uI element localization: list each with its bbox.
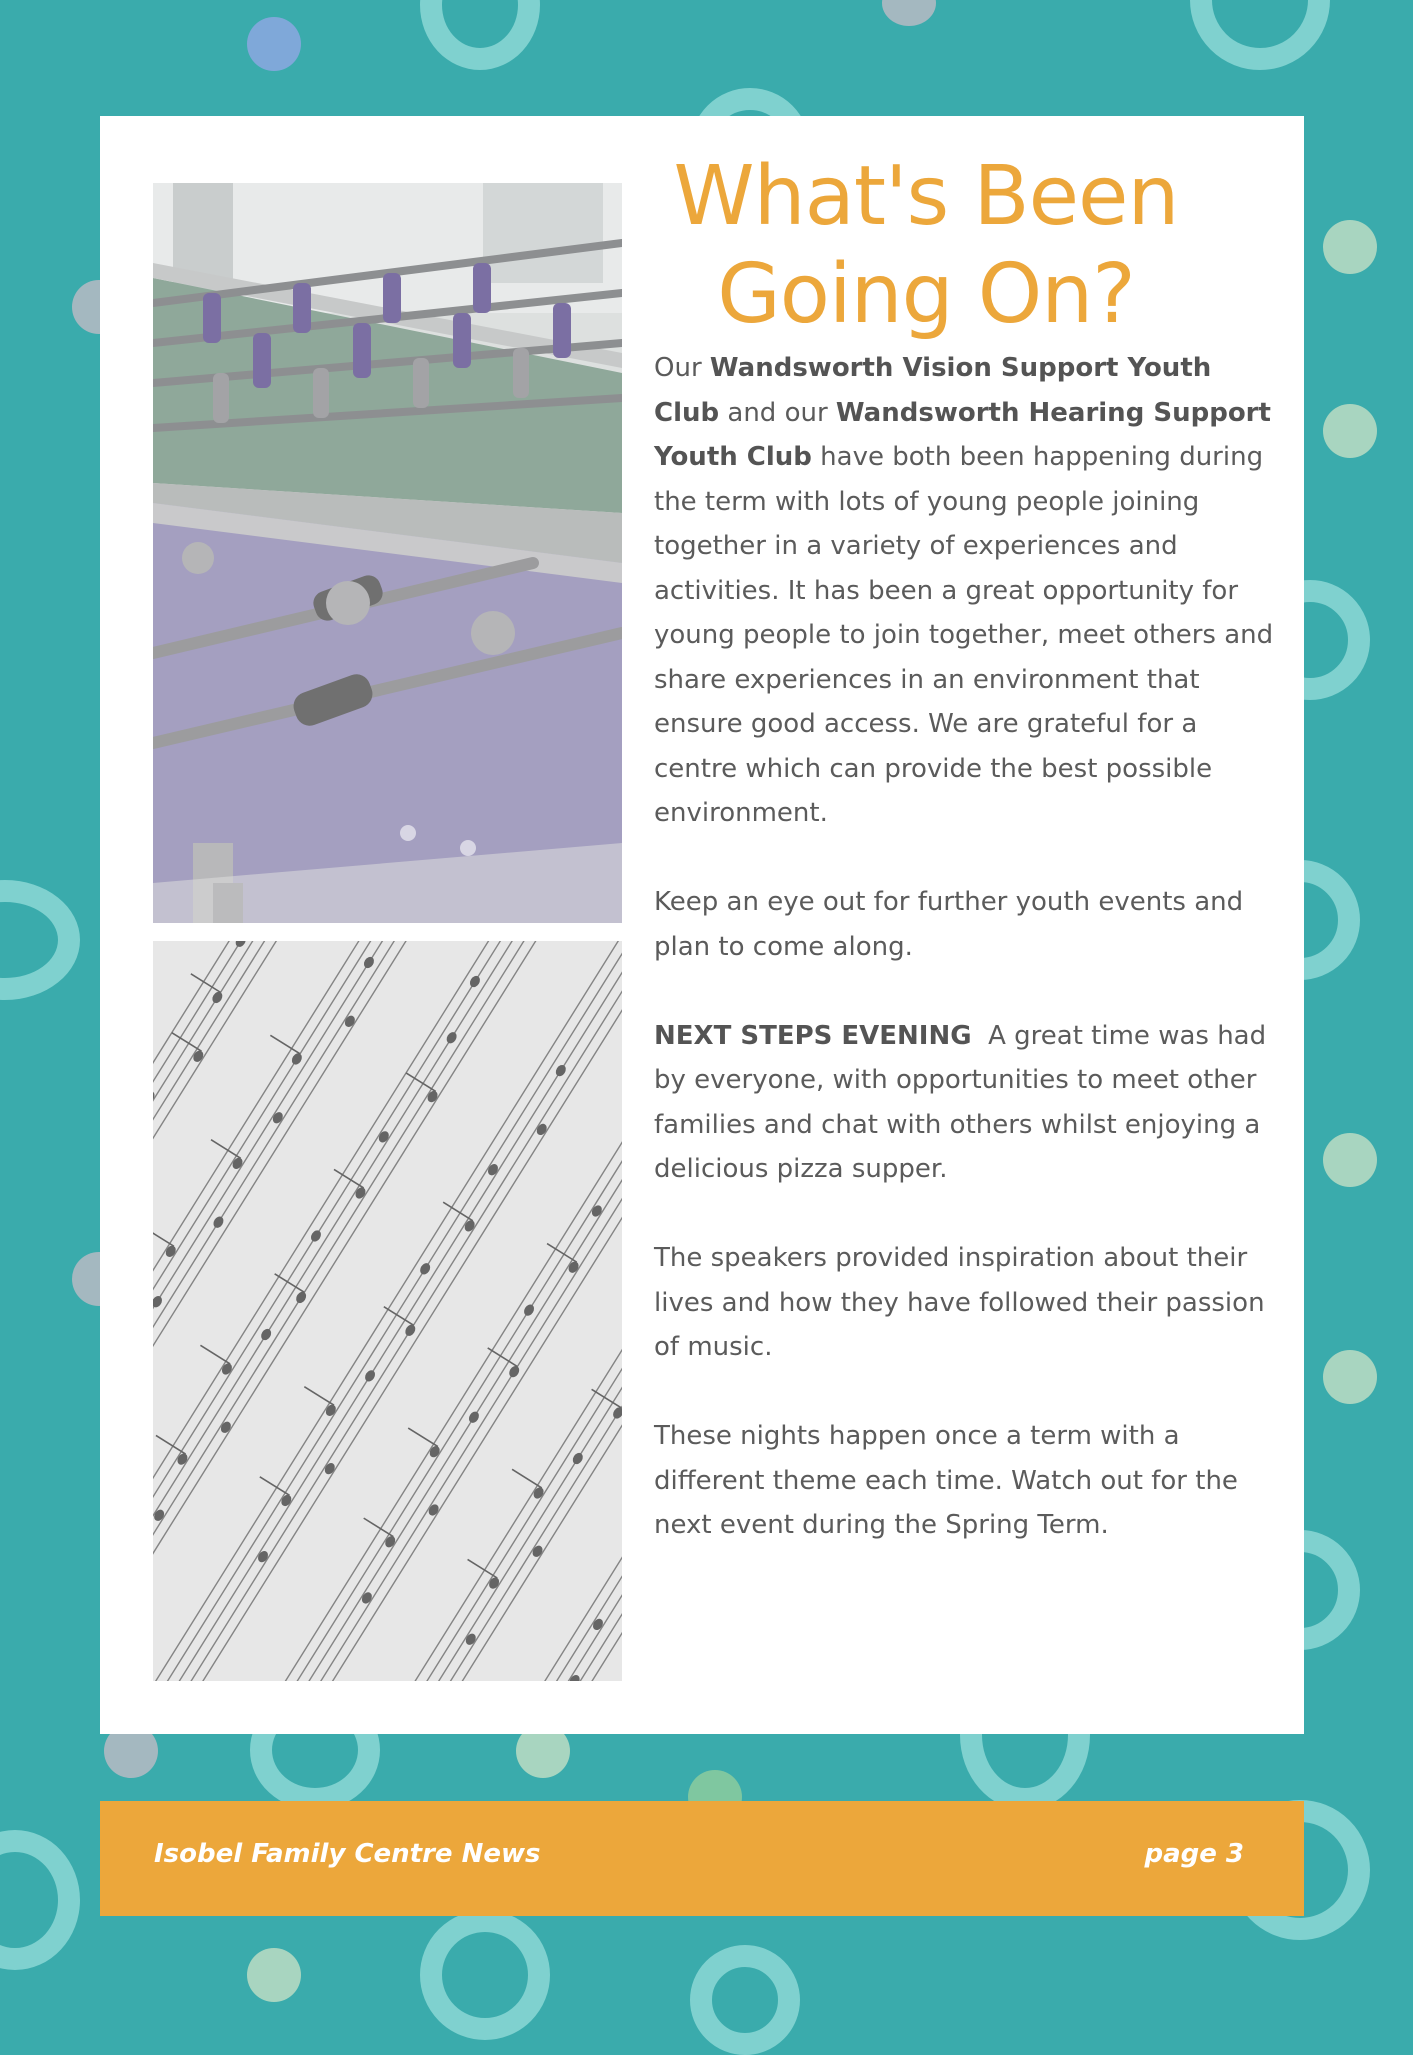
decor-arc bbox=[1190, 0, 1330, 70]
foosball-photo bbox=[153, 183, 622, 923]
text-run: have both been happening during the term with lots of young people joining together in a variety of experiences and activities. It has been a great opportunity for young people to join together, meet others and share experiences in an environment that ensure good access. We are grateful for a centre which can provide the best possible environment. bbox=[654, 442, 1274, 828]
footer-bar bbox=[100, 1801, 1304, 1916]
article-card bbox=[100, 116, 1304, 1734]
decor-arc bbox=[0, 1830, 80, 1970]
article-title-line-2: Going On? bbox=[717, 247, 1135, 342]
decor-dot bbox=[1323, 404, 1377, 458]
foosball-image bbox=[153, 183, 622, 923]
decor-dot bbox=[247, 17, 301, 71]
decor-dot bbox=[247, 1948, 301, 2002]
article-body bbox=[654, 346, 1284, 1592]
page-number: page 3 bbox=[1144, 1839, 1244, 1869]
sheet-music-photo bbox=[153, 941, 622, 1681]
hearing-youth-club-name: Wandsworth Hearing Support Youth Club bbox=[654, 397, 1271, 472]
decor-arc bbox=[690, 1945, 800, 2055]
sheet-music-image bbox=[153, 941, 622, 1681]
paragraph-next-steps bbox=[654, 1014, 1284, 1192]
newsletter-name: Isobel Family Centre News bbox=[154, 1839, 541, 1869]
decor-arc bbox=[420, 1910, 550, 2040]
decor-dot bbox=[882, 0, 936, 26]
paragraph-these-nights: These nights happen once a term with a different theme each time. Watch out for the next event during the Spring Term. bbox=[654, 1421, 1238, 1540]
decor-dot bbox=[1323, 1350, 1377, 1404]
text-run: Our bbox=[654, 353, 710, 383]
article-title bbox=[646, 148, 1206, 344]
decor-dot bbox=[1323, 220, 1377, 274]
vision-youth-club-name: Wandsworth Vision Support Youth Club bbox=[654, 353, 1212, 428]
text-run: A great time was had by everyone, with opportunities to meet other families and chat with others whilst enjoying a delicious pizza supper. bbox=[654, 1020, 1275, 1184]
article-title-line-1: What's Been bbox=[673, 149, 1179, 244]
decor-arc bbox=[0, 880, 80, 1000]
text-run: and our bbox=[719, 397, 836, 428]
decor-arc bbox=[420, 0, 540, 70]
next-steps-heading: NEXT STEPS EVENING bbox=[654, 1020, 972, 1051]
paragraph-keep-an-eye: Keep an eye out for further youth events and plan to come along. bbox=[654, 887, 1244, 962]
paragraph-youth-clubs bbox=[654, 346, 1284, 836]
paragraph-speakers: The speakers provided inspiration about their lives and how they have followed their passion of music. bbox=[654, 1243, 1265, 1362]
decor-dot bbox=[1323, 1133, 1377, 1187]
